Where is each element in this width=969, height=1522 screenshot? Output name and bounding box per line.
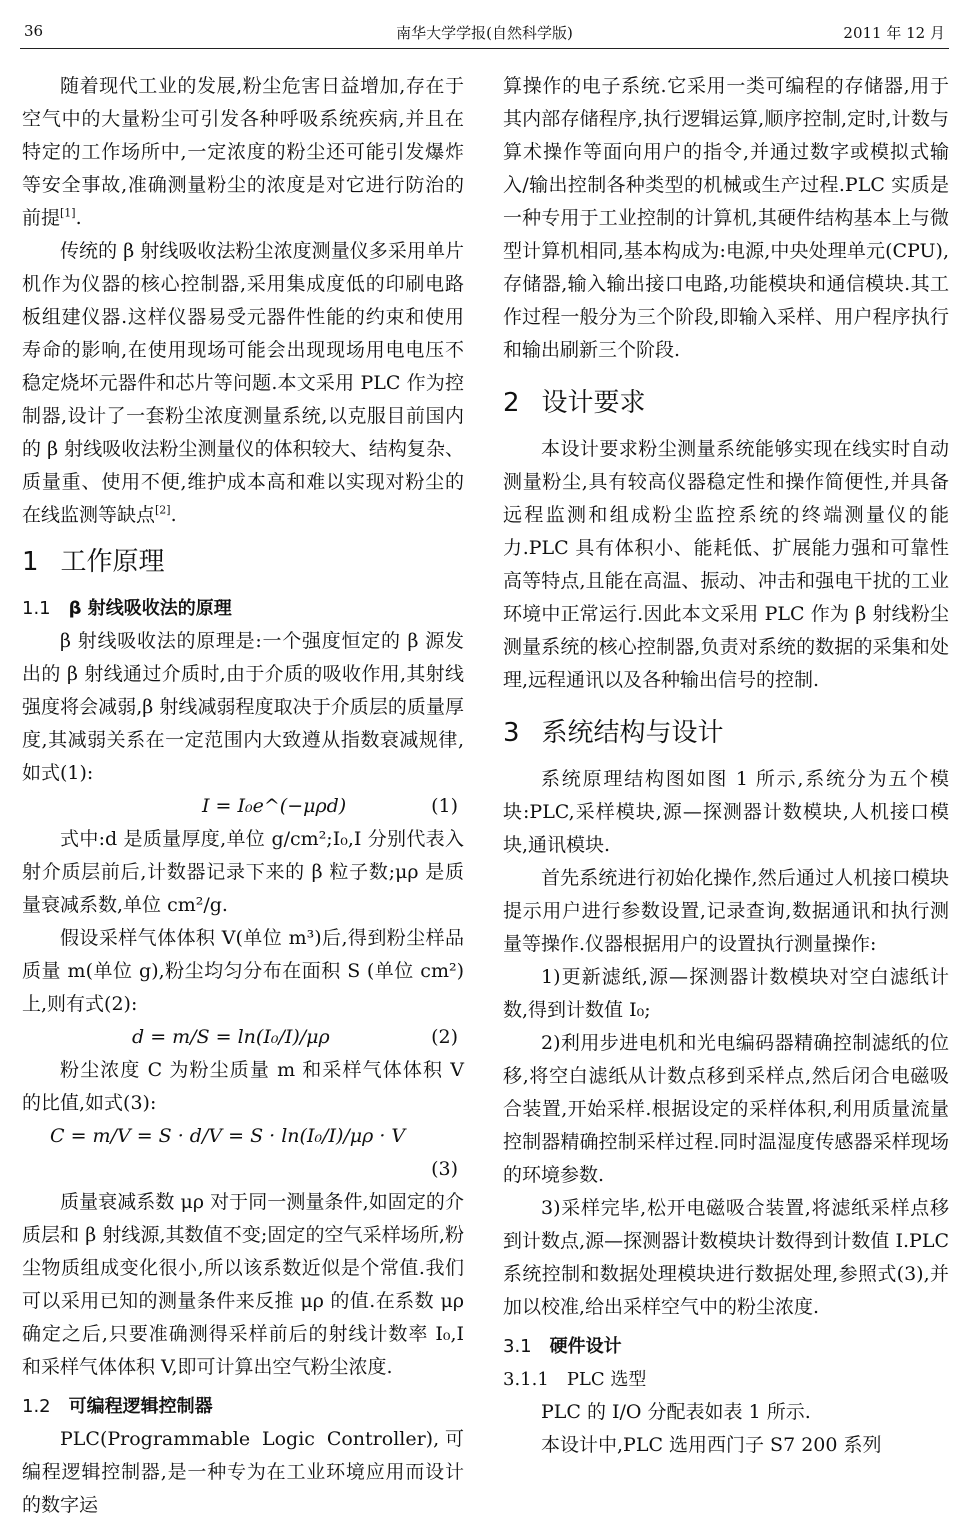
step-2: 2)利用步进电机和光电编码器精确控制滤纸的位移,将空白滤纸从计数点移到采样点,然后闭合电磁吸合装置,开始采样.根据设定的采样体积,利用质量流量控制器精确控制采样过程.同时温湿度传感器采样现场的环境参数.: [503, 1032, 949, 1186]
plc-paragraph: PLC(Programmable Logic Controller),可编程逻辑控制器,是一种专为在工业环境应用而设计的数字运: [22, 1428, 464, 1516]
issue-date: 2011 年 12 月: [843, 24, 945, 42]
section-2-heading: [503, 381, 949, 425]
section-3-1-title: 硬件设计: [549, 1336, 622, 1357]
page-header: [20, 18, 949, 49]
journal-title: 南华大学学报(自然科学版): [396, 24, 573, 42]
page-number: 36: [24, 22, 44, 40]
section-3-1-number: 3.1: [503, 1336, 532, 1357]
intro-paragraph-1: [22, 70, 464, 235]
left-column: [22, 70, 464, 1522]
assume-paragraph: 假设采样气体体积 V(单位 m³)后,得到粉尘样品质量 m(单位 g),粉尘均匀分布在面积 S (单位 cm²)上,则有式(2):: [22, 927, 464, 1015]
citation-1: [1]: [60, 206, 76, 220]
section-1-1-number: 1.1: [22, 598, 51, 619]
right-column: [503, 70, 949, 1462]
section-1-heading: [22, 540, 464, 584]
step-3: 3)采样完毕,松开电磁吸合装置,将滤纸采样点移到计数点,源—探测器计数模块计数得到计数值 I.PLC 系统控制和数据处理模块进行数据处理,参照式(3),并加以校准,给出采样空气中的粉尘浓度.: [503, 1197, 949, 1318]
step-1: 1)更新滤纸,源—探测器计数模块对空白滤纸计数,得到计数值 I₀;: [503, 966, 949, 1021]
intro-p1-text: 随着现代工业的发展,粉尘危害日益增加,存在于空气中的大量粉尘可引发各种呼吸系统疾病,并且在特定的工作场所中,一定浓度的粉尘还可能引发爆炸等安全事故,准确测量粉尘的浓度是对它进行防治的前提: [22, 75, 464, 229]
section-2-title: 设计要求: [541, 388, 646, 418]
plc-selection-paragraph: 本设计中,PLC 选用西门子 S7 200 系列: [541, 1434, 882, 1456]
section-1-title: 工作原理: [60, 547, 165, 577]
section-3-heading: [503, 711, 949, 755]
plc-paragraph-continued: 算操作的电子系统.它采用一类可编程的存储器,用于其内部存储程序,执行逻辑运算,顺序控制,定时,计数与算术操作等面向用户的指令,并通过数字或模拟式输入/输出控制各种类型的机械或生产过程.PLC 实质是一种专用于工业控制的计算机,其硬件结构基本上与微型计算机相同,基本构成为:电源,中央处理单元(CPU),存储器,输入输出接口电路,功能模块和通信模块.其工作过程一般分为三个阶段,即输入采样、用户程序执行和输出刷新三个阶段.: [503, 75, 949, 361]
intro-p2-end: .: [170, 504, 177, 526]
section-1-2-heading: [22, 1390, 464, 1423]
equation-3-number: (3): [431, 1158, 458, 1180]
equation-2: [22, 1021, 464, 1054]
section-3-1-1-number: 3.1.1: [503, 1369, 549, 1390]
section-1-2-number: 1.2: [22, 1396, 51, 1417]
equation-3-expression: C = m/V = S · d/V = S · ln(I₀/I)/μρ · V: [50, 1125, 406, 1147]
principle-paragraph: β 射线吸收法的原理是:一个强度恒定的 β 源发出的 β 射线通过介质时,由于介质的吸收作用,其射线强度将会减弱,β 射线减弱程度取决于介质层的质量厚度,其减弱关系在一定范围内大致遵从指数衰减规律,如式(1):: [22, 630, 464, 784]
intro-paragraph-2: [22, 235, 464, 532]
intro-p1-end: .: [75, 207, 82, 229]
structure-paragraph: 系统原理结构图如图 1 所示,系统分为五个模块:PLC,采样模块,源—探测器计数模块,人机接口模块,通讯模块.: [503, 768, 949, 856]
section-2-number: 2: [503, 388, 520, 418]
equation-3: [22, 1120, 464, 1153]
citation-2: [2]: [155, 503, 171, 517]
where-paragraph: 式中:d 是质量厚度,单位 g/cm²;I₀,I 分别代表入射介质层前后,计数器记录下来的 β 粒子数;μρ 是质量衰减系数,单位 cm²/g.: [22, 828, 464, 916]
section-3-title: 系统结构与设计: [541, 718, 724, 748]
requirements-paragraph: 本设计要求粉尘测量系统能够实现在线实时自动测量粉尘,具有较高仪器稳定性和操作简便性,并具备远程监测和组成粉尘监控系统的终端测量仪的能力.PLC 具有体积小、能耗低、扩展能力强和可靠性高等特点,且能在高温、振动、冲击和强电干扰的工业环境中正常运行.因此本文采用 PLC 作为 β 射线粉尘测量系统的核心控制器,负责对系统的数据的采集和处理,远程通讯以及各种输出信号的控制.: [503, 438, 949, 691]
intro-p2-text: 传统的 β 射线吸收法粉尘浓度测量仪多采用单片机作为仪器的核心控制器,采用集成度低的印刷电路板组建仪器.这样仪器易受元器件性能的约束和使用寿命的影响,在使用现场可能会出现现场用电电压不稳定烧坏元器件和芯片等问题.本文采用 PLC 作为控制器,设计了一套粉尘浓度测量系统,以克服目前国内的 β 射线吸收法粉尘测量仪的体积较大、结构复杂、质量重、使用不便,维护成本高和难以实现对粉尘的在线监测等缺点: [22, 240, 464, 526]
initialization-paragraph: 首先系统进行初始化操作,然后通过人机接口模块提示用户进行参数设置,记录查询,数据通讯和执行测量等操作.仪器根据用户的设置执行测量操作:: [503, 867, 949, 955]
concentration-paragraph: 粉尘浓度 C 为粉尘质量 m 和采样气体体积 V 的比值,如式(3):: [22, 1059, 464, 1114]
section-3-1-heading: [503, 1330, 949, 1363]
section-3-number: 3: [503, 718, 520, 748]
equation-1-expression: I = I₀e^(−μρd): [202, 795, 347, 817]
equation-1-number: (1): [431, 795, 458, 817]
equation-2-number: (2): [431, 1026, 458, 1048]
section-3-1-1-title: PLC 选型: [566, 1369, 647, 1390]
equation-1: [22, 790, 464, 823]
section-1-1-title: β 射线吸收法的原理: [68, 598, 232, 619]
section-3-1-1-heading: [503, 1363, 949, 1396]
equation-2-expression: d = m/S = ln(I₀/I)/μρ: [132, 1026, 330, 1048]
section-1-number: 1: [22, 547, 39, 577]
coefficient-paragraph: 质量衰减系数 μρ 对于同一测量条件,如固定的介质层和 β 射线源,其数值不变;固定的空气采样场所,粉尘物质组成变化很小,所以该系数近似是个常值.我们可以采用已知的测量条件来反推 μρ 的值.在系数 μρ 确定之后,只要准确测得采样前后的射线计数率 I₀,I 和采样气体体积 V,即可计算出空气粉尘浓度.: [22, 1191, 464, 1378]
section-1-1-heading: [22, 592, 464, 625]
io-table-paragraph: PLC 的 I/O 分配表如表 1 所示.: [541, 1401, 811, 1423]
section-1-2-title: 可编程逻辑控制器: [68, 1396, 213, 1417]
